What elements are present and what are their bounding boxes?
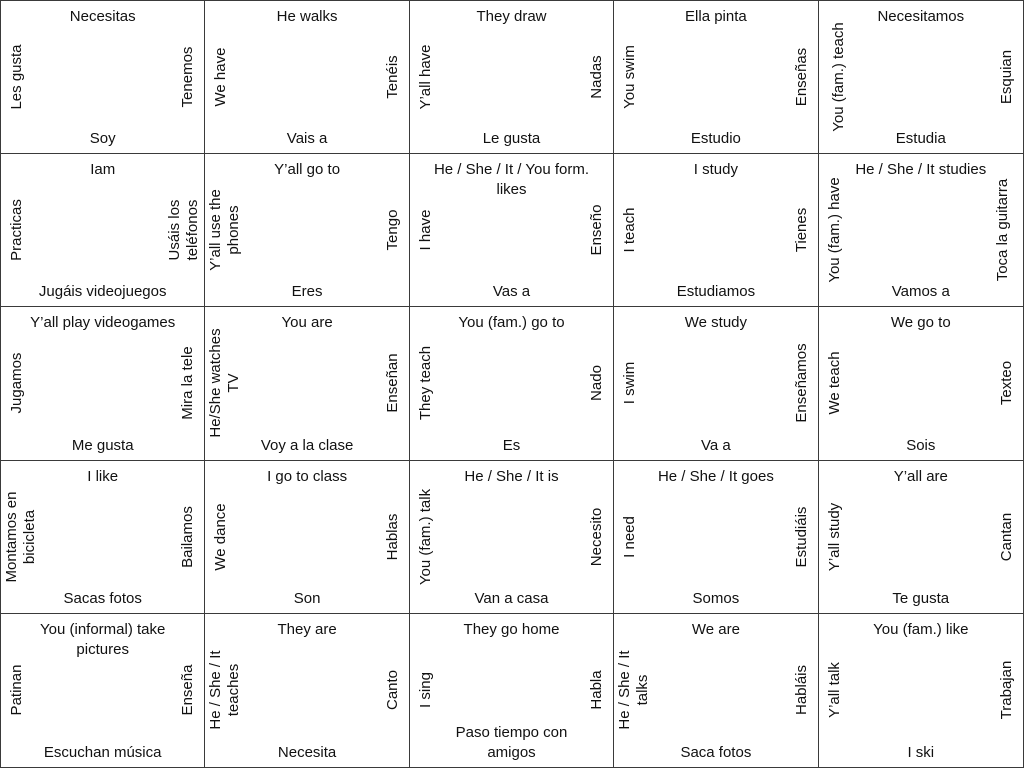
tile-top-text: We study — [684, 314, 748, 332]
tile-bottom-text: Paso tiempo con amigos — [455, 723, 568, 761]
puzzle-tile — [205, 461, 409, 614]
tile-left-text: Y’all study — [825, 502, 843, 571]
puzzle-tile — [819, 1, 1023, 154]
tile-right-text: Esquian — [997, 49, 1015, 105]
tile-right-text: Trabajan — [997, 661, 1015, 720]
tile-top-text: He / She / It / You form. likes — [433, 161, 590, 199]
tile-bottom-text: I ski — [907, 743, 935, 761]
puzzle-tile — [410, 307, 614, 460]
tile-right-text: Enseño — [588, 204, 606, 256]
tile-right-text: Tenéis — [383, 55, 401, 99]
tile-right-text: Usáis los teléfonos — [166, 199, 202, 261]
tile-left-text: They teach — [416, 346, 434, 421]
tile-top-text: He / She / It goes — [657, 467, 774, 485]
tile-left-text: Les gusta — [8, 44, 25, 110]
puzzle-tile — [410, 154, 614, 307]
puzzle-tile — [410, 1, 614, 154]
tile-bottom-text: Soy — [89, 130, 116, 148]
tile-right-text: Enseñas — [792, 47, 810, 107]
tile-left-text: I swim — [621, 362, 639, 405]
tile-top-text: You (fam.) like — [873, 620, 969, 638]
tile-left-text: Y’all use the phones — [207, 189, 243, 272]
tile-top-text: We go to — [890, 314, 951, 332]
puzzle-tile — [1, 154, 205, 307]
tile-right-text: Toca la guitarra — [993, 179, 1011, 282]
tile-right-text: Tenemos — [179, 46, 197, 108]
tile-top-text: Iam — [90, 161, 116, 179]
tile-left-text: I sing — [416, 672, 434, 709]
tile-left-text: Patinan — [8, 664, 25, 716]
tile-bottom-text: Estudiamos — [676, 283, 756, 301]
tile-left-text: Practicas — [8, 199, 25, 262]
puzzle-tile — [410, 461, 614, 614]
tile-left-text: You swim — [621, 45, 639, 109]
tile-bottom-text: Van a casa — [474, 589, 549, 607]
tile-right-text: Estudiáis — [792, 506, 810, 568]
tile-left-text: You (fam.) teach — [829, 22, 847, 132]
tile-right-text: Enseña — [179, 664, 197, 716]
tile-right-text: Nado — [588, 365, 606, 402]
tile-bottom-text: Jugáis videojuegos — [38, 283, 167, 301]
puzzle-tile — [819, 154, 1023, 307]
puzzle-tile — [1, 614, 205, 767]
tile-right-text: Habla — [588, 670, 606, 710]
tile-bottom-text: Estudia — [895, 130, 946, 148]
tile-left-text: I need — [621, 515, 639, 558]
tile-left-text: I have — [416, 209, 434, 251]
tile-top-text: Y’all go to — [274, 161, 341, 179]
tile-left-text: Y’all talk — [825, 662, 843, 719]
tile-bottom-text: Va a — [701, 436, 731, 454]
tile-top-text: Necesitas — [69, 8, 136, 25]
tile-bottom-text: Somos — [692, 589, 740, 607]
tile-right-text: Tienes — [792, 208, 810, 253]
tile-top-text: They go home — [463, 620, 560, 638]
tile-left-text: You (fam.) have — [825, 177, 843, 283]
tile-bottom-text: Sacas fotos — [63, 589, 142, 607]
tile-right-text: Enseñan — [383, 353, 401, 414]
tile-bottom-text: Vamos a — [891, 283, 950, 301]
tile-bottom-text: Vais a — [286, 130, 328, 148]
tile-right-text: Habláis — [792, 665, 810, 716]
tile-top-text: I like — [87, 467, 119, 485]
puzzle-tile — [205, 614, 409, 767]
tile-bottom-text: Saca fotos — [680, 743, 752, 761]
tile-top-text: Y’all are — [893, 467, 948, 485]
tile-top-text: Y’all play videogames — [30, 314, 176, 332]
tile-top-text: He / She / It studies — [855, 161, 987, 179]
tile-right-text: Hablas — [383, 513, 401, 561]
tile-top-text: He walks — [276, 8, 338, 25]
tile-bottom-text: Son — [293, 589, 321, 607]
tile-right-text: Enseñamos — [792, 343, 810, 424]
tile-top-text: Necesitamos — [877, 8, 965, 25]
tile-top-text: He / She / It is — [464, 467, 559, 485]
puzzle-tile — [410, 614, 614, 767]
tile-bottom-text: Eres — [291, 283, 323, 301]
tile-top-text: They draw — [476, 8, 547, 25]
puzzle-tile — [614, 154, 818, 307]
tile-bottom-text: Te gusta — [892, 589, 950, 607]
tile-right-text: Tengo — [383, 209, 401, 251]
tile-bottom-text: Escuchan música — [43, 743, 162, 761]
tile-left-text: Y’all have — [416, 44, 434, 110]
puzzle-tile — [614, 614, 818, 767]
tile-left-text: He / She / It talks — [616, 650, 652, 730]
tile-top-text: You (fam.) go to — [458, 314, 565, 332]
tile-left-text: Jugamos — [8, 353, 25, 414]
tile-right-text: Mira la tele — [179, 346, 197, 421]
tile-right-text: Necesito — [588, 507, 606, 566]
tile-top-text: I study — [693, 161, 738, 179]
tile-top-text: You (informal) take pictures — [40, 620, 166, 658]
puzzle-tile — [205, 154, 409, 307]
tile-bottom-text: Vas a — [492, 283, 531, 301]
tile-bottom-text: Sois — [906, 436, 936, 454]
puzzle-tile — [1, 461, 205, 614]
tile-bottom-text: Es — [502, 436, 521, 454]
tile-left-text: Montamos en bicicleta — [3, 491, 38, 583]
puzzle-tile — [819, 614, 1023, 767]
tile-bottom-text: Me gusta — [71, 436, 134, 454]
tile-bottom-text: Voy a la clase — [260, 436, 354, 454]
puzzle-tile — [614, 307, 818, 460]
tile-bottom-text: Estudio — [690, 130, 741, 148]
tile-left-text: He/She watches TV — [207, 328, 243, 439]
tile-left-text: I teach — [621, 207, 639, 253]
puzzle-tile — [205, 1, 409, 154]
tile-top-text: They are — [277, 620, 337, 638]
tile-left-text: We dance — [212, 503, 230, 571]
tile-top-text: You are — [281, 314, 333, 332]
puzzle-tile — [819, 307, 1023, 460]
puzzle-tile — [614, 461, 818, 614]
tile-left-text: He / She / It teaches — [207, 650, 243, 730]
tile-right-text: Canto — [383, 670, 401, 711]
tile-left-text: We have — [212, 47, 230, 107]
puzzle-tile — [1, 307, 205, 460]
tile-right-text: Cantan — [997, 512, 1015, 561]
puzzle-tile — [614, 1, 818, 154]
tile-bottom-text: Necesita — [277, 743, 337, 761]
puzzle-tile — [205, 307, 409, 460]
tile-left-text: We teach — [825, 351, 843, 416]
tile-bottom-text: Le gusta — [482, 130, 541, 148]
puzzle-tile — [1, 1, 205, 154]
tile-right-text: Nadas — [588, 55, 606, 99]
tile-right-text: Bailamos — [179, 505, 197, 568]
tile-top-text: Ella pinta — [685, 8, 747, 25]
tile-top-text: I go to class — [267, 467, 348, 485]
tile-top-text: We are — [691, 620, 740, 638]
puzzle-tile — [819, 461, 1023, 614]
tile-left-text: You (fam.) talk — [416, 488, 434, 585]
tile-right-text: Texteo — [997, 361, 1015, 406]
